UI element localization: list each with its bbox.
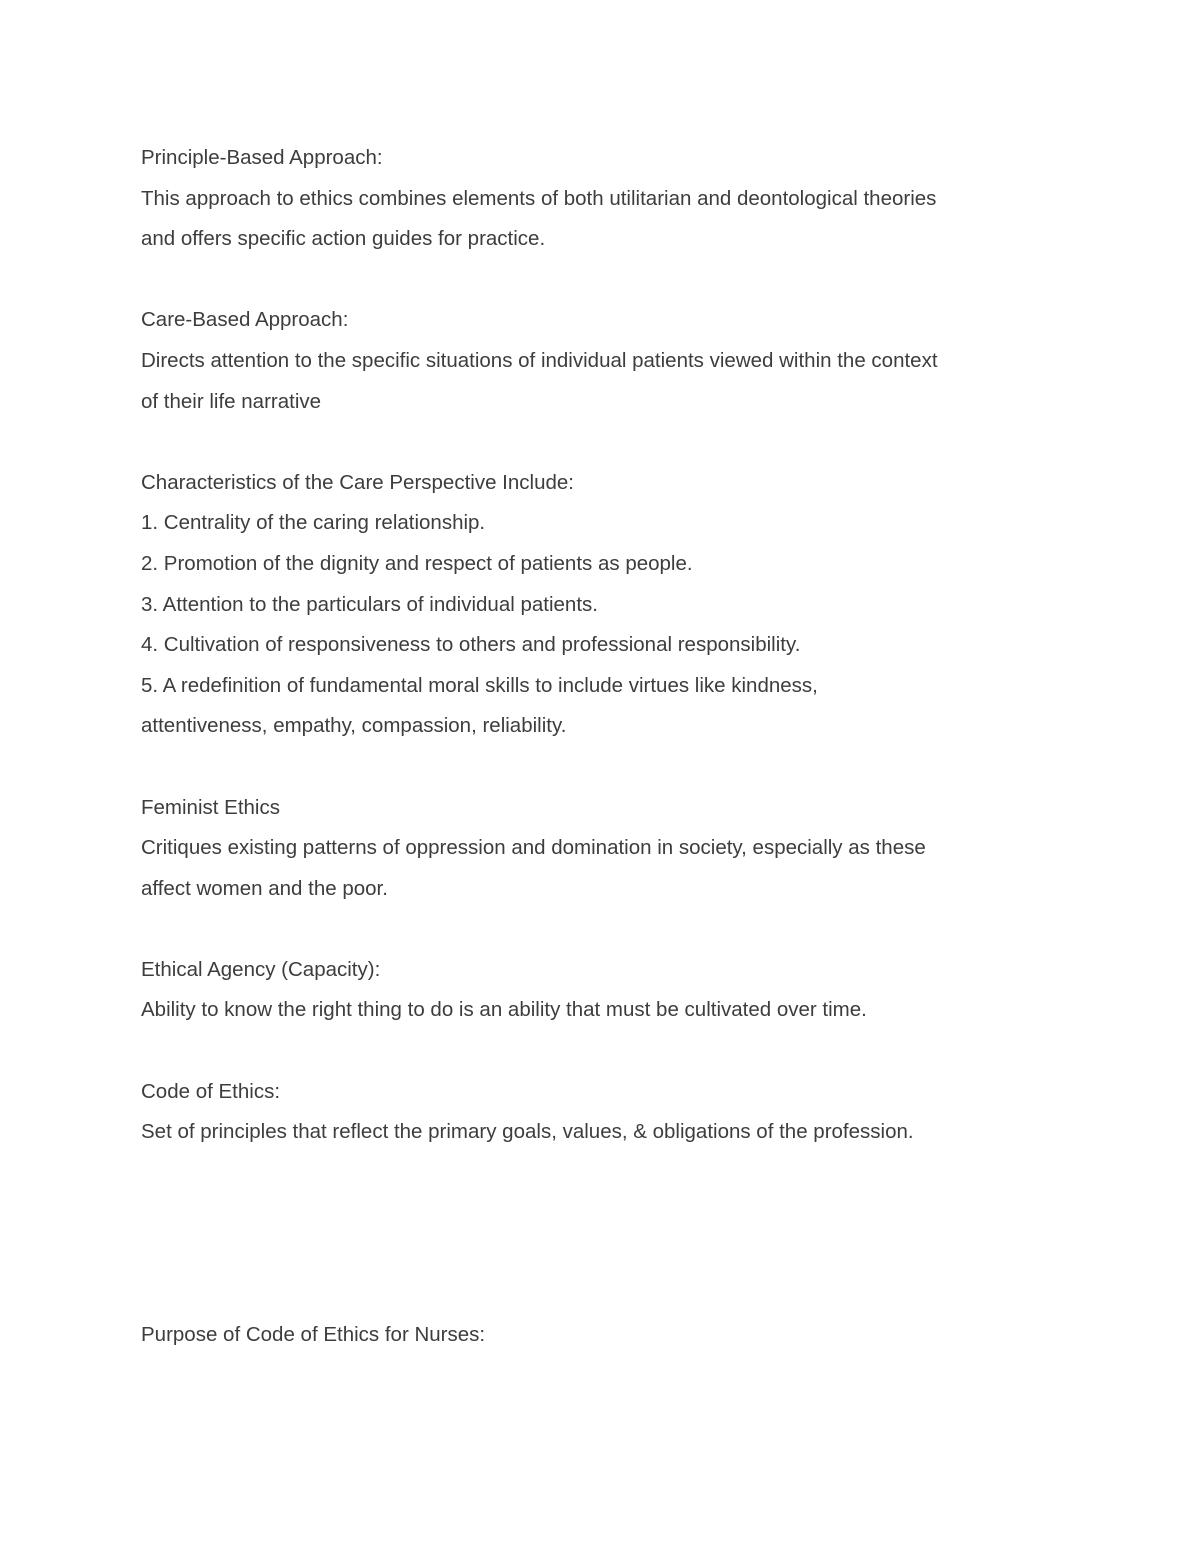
section-care-based — [141, 300, 1071, 422]
body-line: Set of principles that reflect the primary goals, values, & obligations of the profession. — [141, 1120, 914, 1144]
section-heading: Purpose of Code of Ethics for Nurses: — [141, 1323, 486, 1347]
list-item: 3. Attention to the particulars of individual patients. — [141, 592, 598, 616]
body-line: affect women and the poor. — [141, 876, 388, 900]
section-feminist-ethics — [141, 788, 1071, 910]
body-line: Ability to know the right thing to do is an ability that must be cultivated over time. — [141, 998, 867, 1022]
spacer — [141, 260, 1071, 301]
list-item-continuation: attentiveness, empathy, compassion, reliability. — [141, 714, 567, 738]
section-ethical-agency — [141, 950, 1071, 1031]
section-heading: Feminist Ethics — [141, 795, 280, 819]
section-heading: Care-Based Approach: — [141, 308, 349, 332]
list-item: 2. Promotion of the dignity and respect of patients as people. — [141, 551, 693, 575]
body-line: of their life narrative — [141, 389, 322, 413]
section-heading: Ethical Agency (Capacity): — [141, 957, 381, 981]
section-care-characteristics — [141, 463, 1071, 747]
section-heading: Characteristics of the Care Perspective Include: — [141, 470, 574, 494]
body-line: Directs attention to the specific situations of individual patients viewed within the context — [141, 348, 938, 372]
document-body — [141, 138, 1071, 1356]
body-line: Critiques existing patterns of oppression and domination in society, especially as these — [141, 836, 926, 860]
spacer — [141, 422, 1071, 463]
section-code-of-ethics — [141, 1072, 1071, 1153]
spacer — [141, 747, 1071, 788]
section-heading: Principle-Based Approach: — [141, 146, 383, 169]
spacer — [141, 1031, 1071, 1072]
spacer — [141, 909, 1071, 950]
body-line: This approach to ethics combines elements of both utilitarian and deontological theories — [141, 186, 937, 210]
spacer — [141, 1153, 1071, 1315]
body-line: and offers specific action guides for practice. — [141, 227, 546, 251]
section-purpose-code-of-ethics — [141, 1315, 1071, 1356]
list-item: 5. A redefinition of fundamental moral skills to include virtues like kindness, — [141, 673, 818, 697]
section-heading: Code of Ethics: — [141, 1079, 281, 1103]
list-item: 4. Cultivation of responsiveness to others and professional responsibility. — [141, 633, 801, 657]
list-item: 1. Centrality of the caring relationship. — [141, 511, 486, 535]
section-principle-based — [141, 138, 1071, 260]
